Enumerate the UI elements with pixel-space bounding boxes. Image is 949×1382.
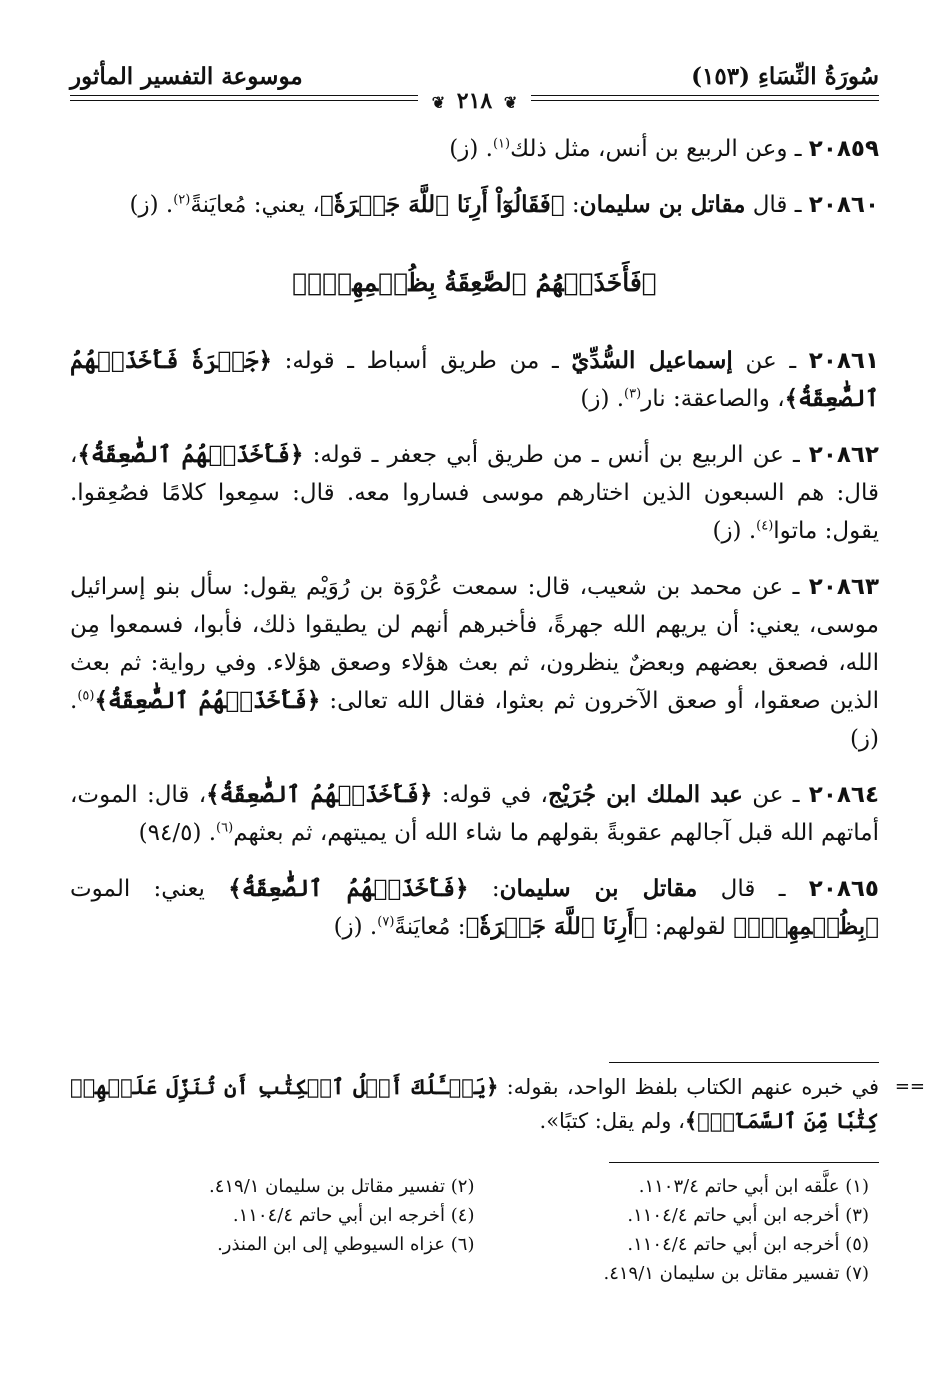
hadith-paragraph xyxy=(70,776,879,852)
footnote-ref: (٣) xyxy=(624,386,642,402)
footnotes xyxy=(80,1172,869,1288)
text-run: : xyxy=(468,876,500,902)
text-run: . (٩٤/٥) xyxy=(138,820,217,846)
continuation-mark: == xyxy=(894,1076,925,1097)
quran-quote: ﴿فَأَخَذَتۡهُمُ ٱلصَّٰعِقَةُ﴾ xyxy=(77,441,304,468)
report-number: ٢٠٨٦٠ xyxy=(808,192,879,218)
text-run: ، يعني: مُعايَنةً xyxy=(190,192,320,218)
verse-heading: ﴿فَأَخَذَتۡهُمُ ٱلصَّٰعِقَةُ بِظُلۡمِهِمۡۚ﴾ xyxy=(292,268,657,297)
report-number: ٢٠٨٦٢ xyxy=(808,442,879,468)
quran-quote: ﴿يَسۡـَٔلُكَ أَهۡلُ ٱلۡكِتَٰبِ أَن تُنَزِّلَ عَلَيۡهِمۡ كِتَٰبٗا مِّنَ ٱلسَّمَآءِۚ﴾ xyxy=(70,1074,879,1133)
text-run: . (ز) xyxy=(712,518,757,544)
ornament-icon: ❦ xyxy=(431,93,446,112)
book-title: موسوعة التفسير المأثور xyxy=(70,63,303,90)
text-run: ، ولم يقل: كتبًا». xyxy=(539,1109,685,1133)
paragraph-group-1 xyxy=(70,130,879,224)
text-run: . (ز) xyxy=(580,386,625,412)
quran-quote: ﴿فَأَخَذَتۡهُمُ ٱلصَّٰعِقَةُ﴾ xyxy=(228,875,469,902)
text-run: ـ عن محمد بن شعيب، قال: سمعت عُرْوَة بن رُوَيْم يقول: سأل بنو إسرائيل موسى، يعني: أن يريهم الله جهرةً، فأخبرهم أنهم لن يطيقوا ذلك، فأبوا، فسمعوا مِن الله، فصعق بعضهم وبعضٌ ينظرون، ثم بعث هؤلاء وصعق هؤلاء. وفي رواية: ثم بعث الذين صعقوا، أو صعق الآخرون ثم بعثوا، فقال الله تعالى: xyxy=(70,574,879,714)
hadith-paragraph xyxy=(70,130,879,168)
text-run: ـ وعن الربيع بن أنس، مثل ذلك xyxy=(510,136,809,162)
quran-quote: ﴿بِظُلۡمِهِمۡۚ﴾ xyxy=(733,913,879,940)
hadith-paragraph xyxy=(70,568,879,758)
narrator-name: مقاتل بن سليمان xyxy=(579,191,746,218)
text-run: يعني: الموت xyxy=(70,876,229,902)
footnote-separator xyxy=(609,1162,879,1163)
note-separator xyxy=(609,1062,879,1063)
text-run: . (ز) xyxy=(70,688,879,752)
footnote-ref: (٥) xyxy=(77,688,95,704)
quran-quote: ﴿فَأَخَذَتۡهُمُ ٱلصَّٰعِقَةُ﴾ xyxy=(206,781,433,808)
hadith-paragraph xyxy=(70,870,879,946)
footnote-item: (١) علَّقه ابن أبي حاتم ١١٠٣/٤. xyxy=(638,1176,869,1197)
footnote-item: (٣) أخرجه ابن أبي حاتم ١١٠٤/٤. xyxy=(627,1205,869,1226)
text-run: : xyxy=(564,192,580,218)
hadith-paragraph xyxy=(70,186,879,224)
text-run: ـ من طريق أسباط ـ قوله: xyxy=(271,348,572,374)
text-run: ، في قوله: xyxy=(432,782,548,808)
footnote-ref: (١) xyxy=(492,136,511,152)
report-number: ٢٠٨٦١ xyxy=(808,348,879,374)
text-run: ـ عن xyxy=(732,348,809,374)
footnote-ref: (٢) xyxy=(173,192,191,208)
text-run: ـ قال xyxy=(697,876,809,902)
page-number-box xyxy=(418,88,532,114)
report-number: ٢٠٨٥٩ xyxy=(808,136,879,162)
footnote-ref: (٦) xyxy=(216,820,234,836)
footnote-item: (٢) تفسير مقاتل بن سليمان ٤١٩/١. xyxy=(208,1176,475,1197)
quran-quote: ﴿فَقَالُوٓاْ أَرِنَا ٱللَّهَ جَهۡرَةٗ﴾ xyxy=(319,191,565,218)
paragraph-group-2 xyxy=(70,342,879,946)
main-text xyxy=(70,130,879,964)
page-number: ٢١٨ xyxy=(456,88,493,114)
text-run: . (ز) xyxy=(129,192,174,218)
text-run: . (ز) xyxy=(333,914,378,940)
text-run: : مُعايَنةً xyxy=(394,914,466,940)
quran-quote: ﴿أَرِنَا ٱللَّهَ جَهۡرَةٗ﴾ xyxy=(465,913,648,940)
text-run: في خبره عنهم الكتاب بلفظ الواحد، بقوله: xyxy=(498,1075,879,1099)
running-header xyxy=(70,58,879,90)
ornament-icon: ❦ xyxy=(503,93,518,112)
narrator-name: إسماعيل السُّدِّيّ xyxy=(571,347,733,374)
narrator-name: عبد الملك ابن جُرَيْج xyxy=(547,781,743,808)
footnote-item: (٤) أخرجه ابن أبي حاتم ١١٠٤/٤. xyxy=(232,1205,475,1226)
text-run: ـ قال xyxy=(745,192,809,218)
report-number: ٢٠٨٦٣ xyxy=(808,574,879,600)
text-run: ـ عن xyxy=(742,782,809,808)
surah-title: سُورَةُ النِّسَاءِ (١٥٣) xyxy=(691,63,879,90)
footnote-item: (٥) أخرجه ابن أبي حاتم ١١٠٤/٤. xyxy=(627,1234,869,1255)
narrator-name: مقاتل بن سليمان xyxy=(499,875,698,902)
footnote-item: (٧) تفسير مقاتل بن سليمان ٤١٩/١. xyxy=(603,1263,869,1284)
footnote-ref: (٧) xyxy=(377,914,395,930)
text-run: لقولهم: xyxy=(647,914,734,940)
text-run: ، قال: الموت، أماتهم الله قبل آجالهم عقوبةً بقولهم ما شاء الله أن يميتهم، ثم بعثهم xyxy=(70,782,879,846)
hadith-paragraph xyxy=(70,436,879,550)
quran-quote: ﴿جَهۡرَةٗ فَأَخَذَتۡهُمُ ٱلصَّٰعِقَةُ﴾ xyxy=(70,347,879,412)
quran-quote: ﴿فَأَخَذَتۡهُمُ ٱلصَّٰعِقَةُ﴾ xyxy=(94,687,321,714)
report-number: ٢٠٨٦٥ xyxy=(808,876,879,902)
footnote-ref: (٤) xyxy=(756,518,774,534)
text-run: ، والصاعقة: نار xyxy=(641,386,785,412)
text-run: . (ز) xyxy=(449,136,493,162)
footnote-item: (٦) عزاه السيوطي إلى ابن المنذر. xyxy=(217,1234,475,1255)
report-number: ٢٠٨٦٤ xyxy=(808,782,879,808)
text-run: ـ عن الربيع بن أنس ـ من طريق أبي جعفر ـ قوله: xyxy=(303,442,809,468)
continued-note xyxy=(70,1070,925,1138)
text-run: ، قال: هم السبعون الذين اختارهم موسى فساروا معه. قال: سمِعوا كلامًا فصُعِقوا. يقول: ماتوا xyxy=(70,442,879,544)
hadith-paragraph xyxy=(70,342,879,418)
